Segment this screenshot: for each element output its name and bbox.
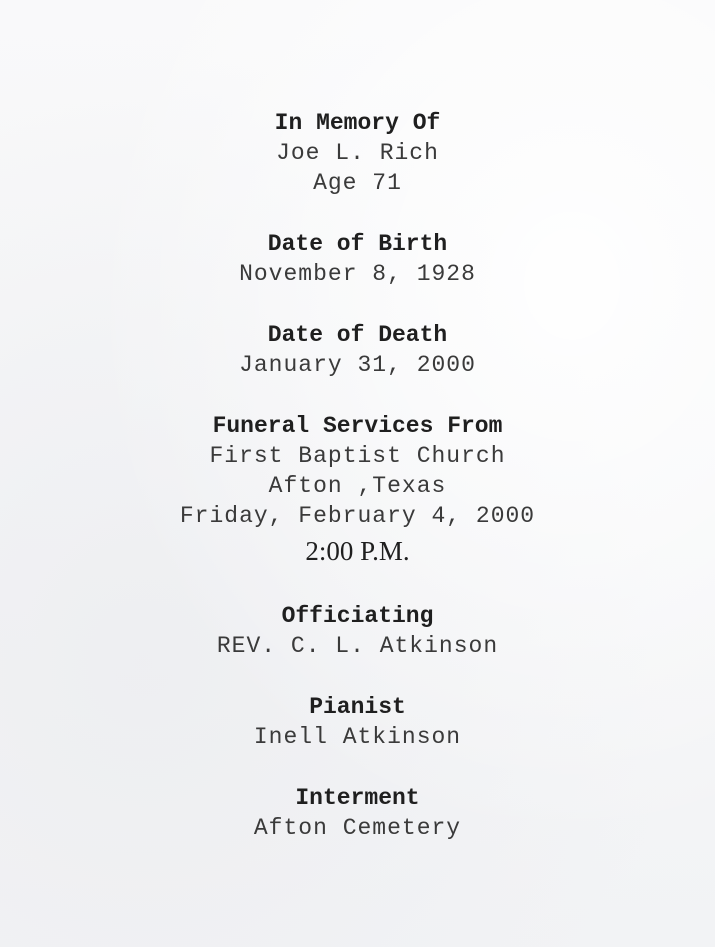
interment-section (0, 783, 715, 843)
pianist-section (0, 692, 715, 752)
obituary-program (0, 108, 715, 843)
officiating-section (0, 601, 715, 661)
interment-heading: Interment (295, 785, 420, 811)
deceased-age: Age 71 (313, 170, 402, 196)
deceased-name: Joe L. Rich (276, 140, 439, 166)
birth-section (0, 229, 715, 289)
memory-section (0, 108, 715, 198)
funeral-heading: Funeral Services From (212, 413, 503, 439)
pianist-name: Inell Atkinson (253, 724, 462, 750)
death-heading: Date of Death (267, 322, 448, 348)
officiating-heading: Officiating (281, 603, 434, 629)
interment-place: Afton Cemetery (253, 815, 462, 841)
birth-date: November 8, 1928 (239, 261, 476, 287)
death-section (0, 320, 715, 380)
pianist-heading: Pianist (309, 694, 406, 720)
funeral-date: Friday, February 4, 2000 (179, 503, 536, 529)
funeral-church: First Baptist Church (209, 443, 506, 469)
funeral-section (0, 411, 715, 571)
death-date: January 31, 2000 (239, 352, 476, 378)
funeral-location: Afton ,Texas (268, 473, 447, 499)
funeral-time: 2:00 P.M. (305, 536, 410, 566)
officiating-name: REV. C. L. Atkinson (216, 633, 499, 659)
birth-heading: Date of Birth (267, 231, 448, 257)
memory-heading: In Memory Of (274, 110, 441, 136)
